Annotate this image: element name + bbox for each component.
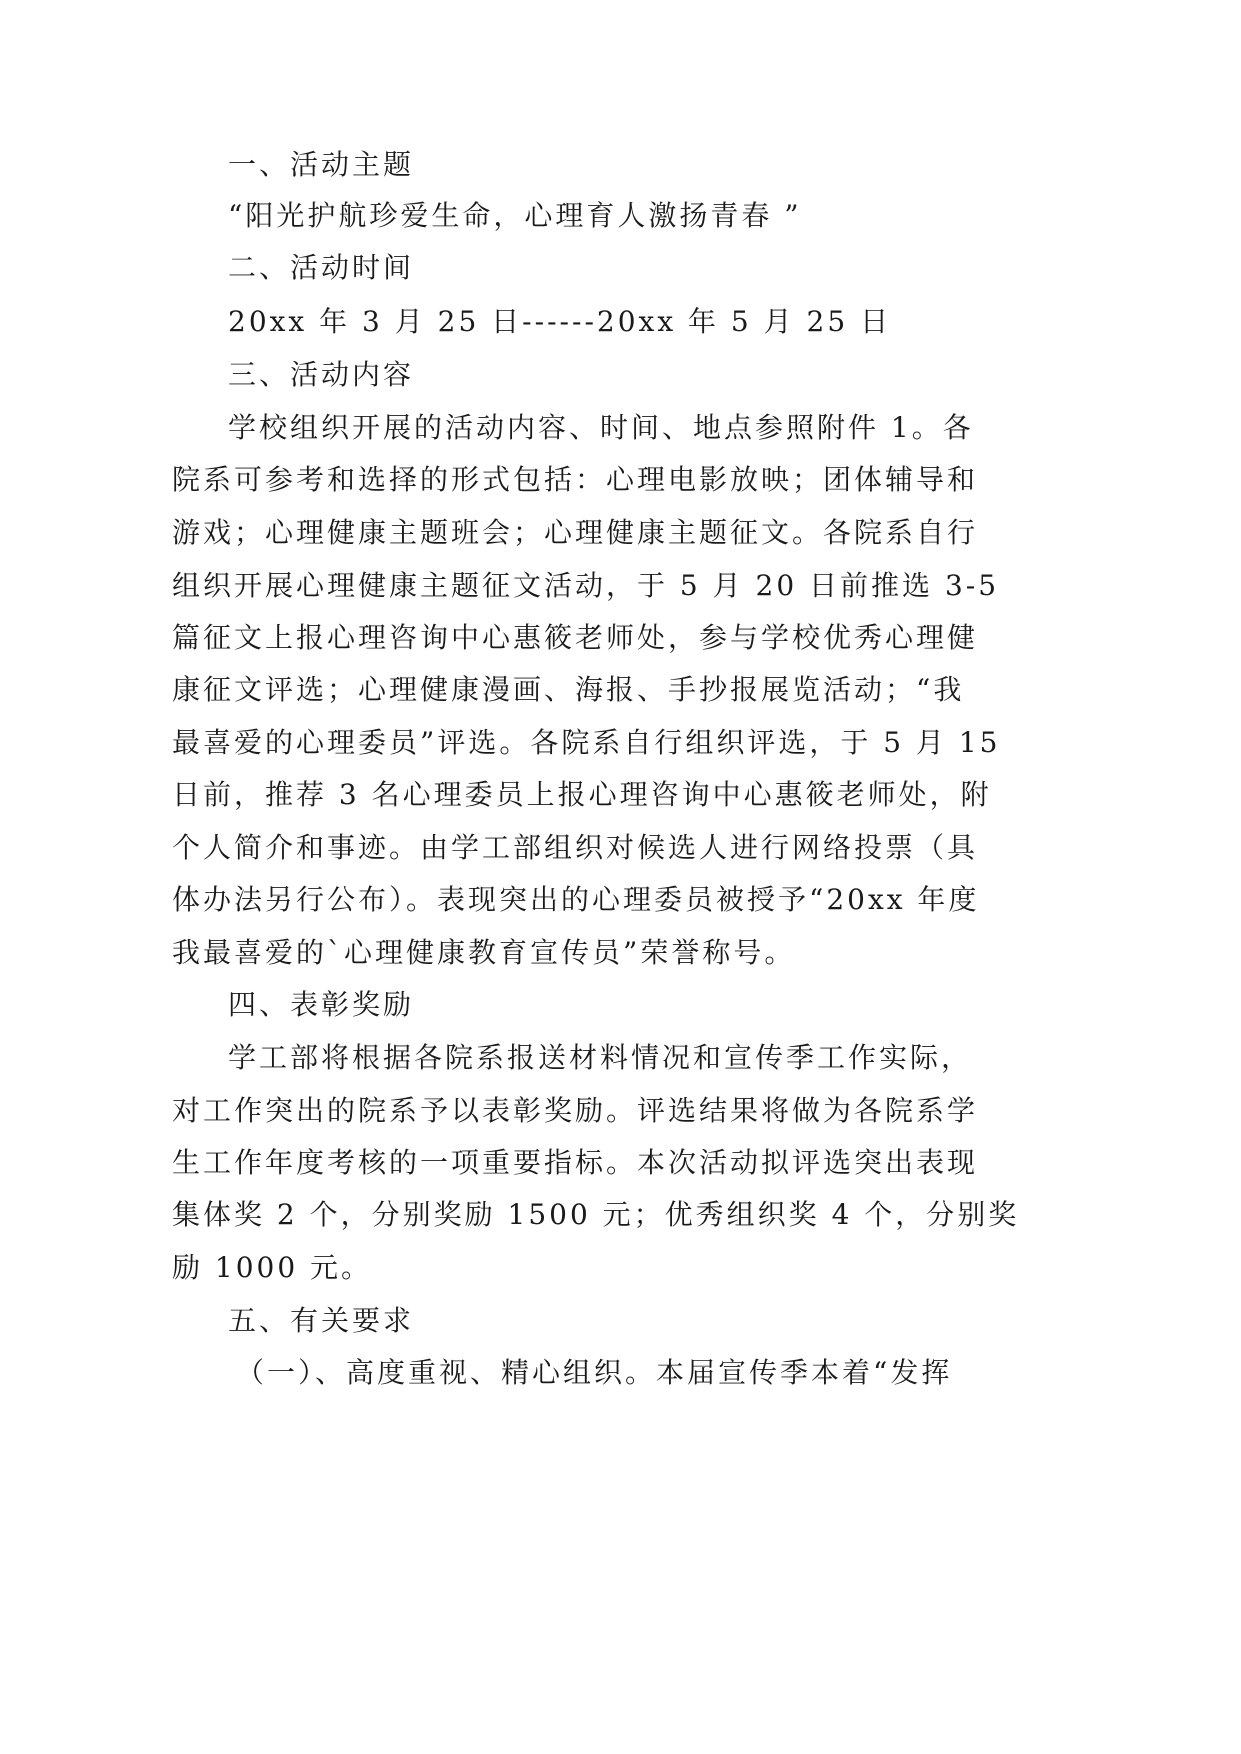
heading-requirements: 五、有关要求 <box>228 1304 415 1337</box>
paragraph-line: 我最喜爱的`心理健康教育宣传员”荣誉称号。 <box>172 936 796 969</box>
paragraph-line: 组织开展心理健康主题征文活动，于 5 月 20 日前推选 3-5 <box>172 569 1000 602</box>
heading-activity-content: 三、活动内容 <box>228 358 415 391</box>
activity-theme-text: “阳光护航珍爱生命，心理育人激扬青春 ” <box>228 199 802 232</box>
activity-time-text: 20xx 年 3 月 25 日------20xx 年 5 月 25 日 <box>228 305 892 338</box>
paragraph-line: 对工作突出的院系予以表彰奖励。评选结果将做为各院系学 <box>172 1094 979 1127</box>
paragraph-line: （一）、高度重视、精心组织。本届宣传季本着“发挥 <box>236 1356 953 1389</box>
paragraph-line: 生工作年度考核的一项重要指标。本次活动拟评选突出表现 <box>172 1146 979 1179</box>
paragraph-line: 学工部将根据各院系报送材料情况和宣传季工作实际， <box>228 1041 973 1074</box>
paragraph-line: 院系可参考和选择的形式包括：心理电影放映；团体辅导和 <box>172 463 979 496</box>
paragraph-line: 康征文评选；心理健康漫画、海报、手抄报展览活动；“我 <box>172 673 965 706</box>
paragraph-line: 最喜爱的心理委员”评选。各院系自行组织评选，于 5 月 15 <box>172 726 1001 759</box>
paragraph-line: 个人简介和事迹。由学工部组织对候选人进行网络投票（具 <box>172 831 979 864</box>
paragraph-line: 体办法另行公布）。表现突出的心理委员被授予“20xx 年度 <box>172 883 980 916</box>
paragraph-line: 集体奖 2 个，分别奖励 1500 元；优秀组织奖 4 个，分别奖 <box>172 1198 1020 1231</box>
paragraph-line: 游戏；心理健康主题班会；心理健康主题征文。各院系自行 <box>172 516 979 549</box>
paragraph-line: 篇征文上报心理咨询中心惠筱老师处，参与学校优秀心理健 <box>172 621 979 654</box>
heading-awards: 四、表彰奖励 <box>228 988 415 1021</box>
paragraph-line: 励 1000 元。 <box>172 1251 373 1284</box>
paragraph-line: 学校组织开展的活动内容、时间、地点参照附件 1。各 <box>228 411 974 444</box>
paragraph-line: 日前，推荐 3 名心理委员上报心理咨询中心惠筱老师处，附 <box>172 778 992 811</box>
heading-activity-theme: 一、活动主题 <box>228 148 415 181</box>
heading-activity-time: 二、活动时间 <box>228 251 415 284</box>
